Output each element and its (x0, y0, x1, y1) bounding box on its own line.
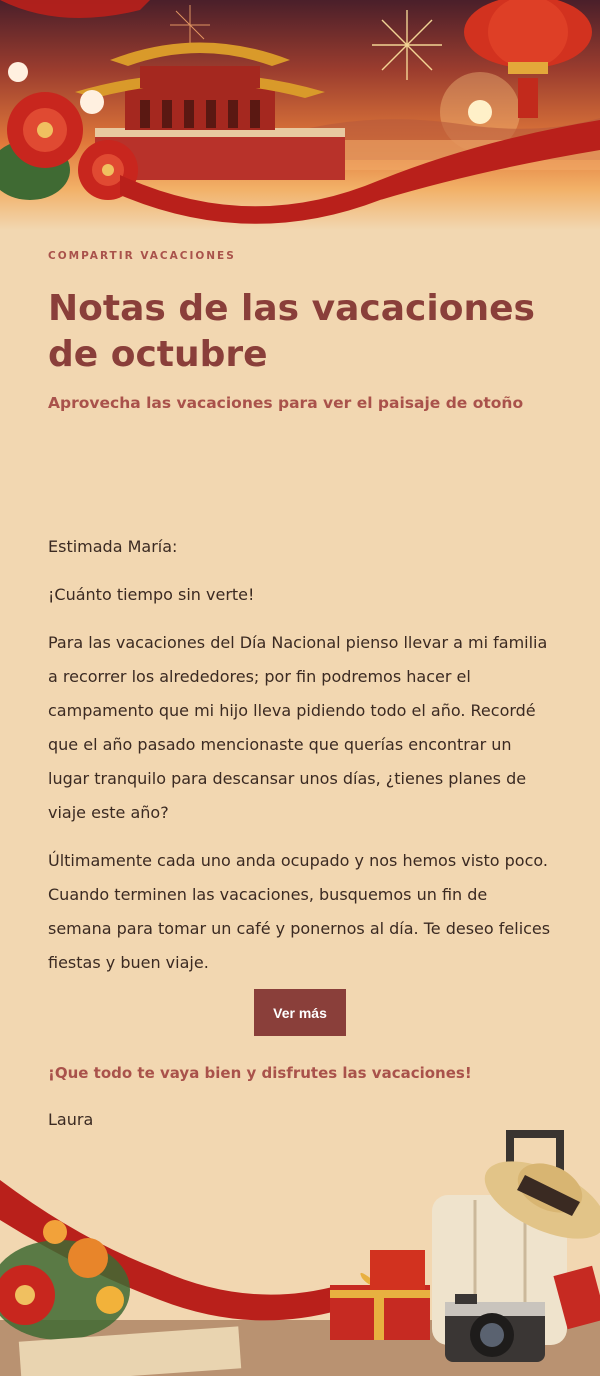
footer-illustration (0, 1120, 600, 1376)
eyebrow-label: COMPARTIR VACACIONES (48, 250, 236, 262)
letter-body (48, 530, 553, 994)
letter-opening: ¡Cuánto tiempo sin verte! (48, 585, 255, 604)
signature: Laura (48, 1110, 94, 1129)
page-title: Notas de las vacaciones de octubre (48, 288, 535, 375)
header-illustration (0, 0, 600, 230)
closing-wish: ¡Que todo te vaya bien y disfrutes las vacaciones! (48, 1064, 472, 1082)
gift-box-icon (330, 1250, 430, 1340)
flowers-icon (0, 1220, 130, 1340)
letter-greeting: Estimada María: (48, 537, 178, 556)
letter-paragraph-2: Últimamente cada uno anda ocupado y nos hemos visto poco. Cuando terminen las vacaciones, busquemos un fin de semana para tomar un café y ponernos al día. Te deseo felices fiestas y buen viaje. (48, 851, 551, 972)
page-subtitle: Aprovecha las vacaciones para ver el paisaje de otoño (48, 394, 524, 412)
firework-icon (170, 5, 210, 45)
letter-paragraph-1: Para las vacaciones del Día Nacional pienso llevar a mi familia a recorrer los alrededores; por fin podremos hacer el campamento que mi hijo lleva pidiendo todo el año. Recordé que el año pasado mencionaste que querías encontrar un lugar tranquilo para descansar unos días, ¿tienes planes de viaje este año? (48, 633, 548, 822)
firework-icon (372, 10, 442, 80)
camera-icon (445, 1294, 545, 1362)
header-banner (0, 0, 600, 230)
see-more-button[interactable]: Ver más (254, 989, 346, 1036)
